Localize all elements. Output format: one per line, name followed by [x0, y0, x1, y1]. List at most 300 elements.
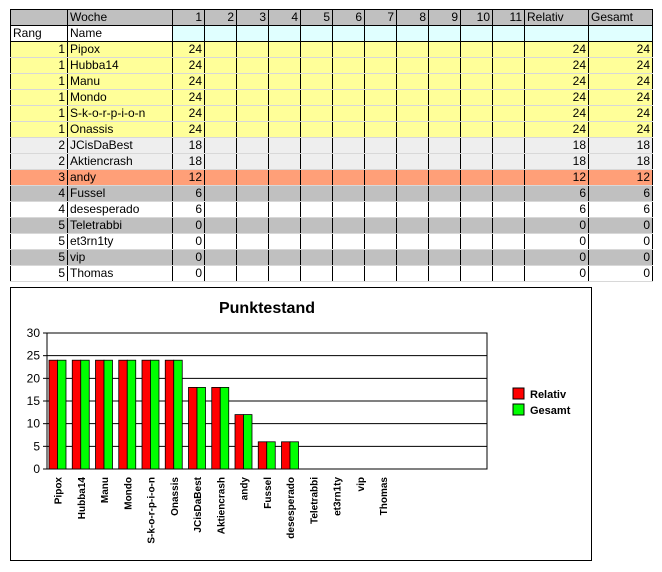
- week-7-cell: [365, 234, 397, 250]
- week-3-cell: [237, 74, 269, 90]
- week-6-cell: [333, 122, 365, 138]
- week-8-cell: [397, 234, 429, 250]
- week-11-cell: [493, 42, 525, 58]
- rang-cell: 2: [11, 154, 68, 170]
- week-9-cell: [429, 58, 461, 74]
- relativ-cell: 0: [525, 266, 589, 282]
- week-5-cell: [301, 234, 333, 250]
- y-tick-label: 25: [26, 348, 40, 363]
- x-tick-label: Hubba14: [76, 477, 88, 520]
- bar-relativ-1: [72, 360, 81, 469]
- week-3-cell: [237, 266, 269, 282]
- week-5-cell: [301, 250, 333, 266]
- week-8-cell: [397, 202, 429, 218]
- week-7-cell: [365, 202, 397, 218]
- relativ-cell: 0: [525, 218, 589, 234]
- subheader-cell: [461, 26, 493, 42]
- x-tick-label: Pipox: [53, 477, 65, 505]
- week-1-cell: 18: [173, 154, 205, 170]
- table-row: [11, 266, 653, 282]
- week-3-cell: [237, 42, 269, 58]
- week-1-cell: 6: [173, 202, 205, 218]
- x-tick-label: Fussel: [262, 477, 274, 509]
- week-1-cell: 18: [173, 138, 205, 154]
- week-10-cell: [461, 106, 493, 122]
- week-1-cell: 6: [173, 186, 205, 202]
- bar-gesamt-5: [174, 360, 183, 469]
- table-row: [11, 202, 653, 218]
- week-11-cell: [493, 90, 525, 106]
- header-week-10: 10: [461, 10, 493, 26]
- header-row: [11, 10, 653, 26]
- x-tick-label: desesperado: [286, 477, 297, 539]
- week-4-cell: [269, 58, 301, 74]
- week-6-cell: [333, 250, 365, 266]
- week-1-cell: 12: [173, 170, 205, 186]
- week-11-cell: [493, 138, 525, 154]
- x-tick-label: Teletrabbi: [309, 477, 321, 525]
- week-3-cell: [237, 58, 269, 74]
- week-2-cell: [205, 218, 237, 234]
- week-9-cell: [429, 170, 461, 186]
- x-tick-label: Onassis: [169, 477, 181, 516]
- bar-gesamt-2: [104, 360, 113, 469]
- week-11-cell: [493, 266, 525, 282]
- table-row: [11, 234, 653, 250]
- rang-cell: 1: [11, 42, 68, 58]
- gesamt-cell: 6: [589, 186, 653, 202]
- week-1-cell: 24: [173, 122, 205, 138]
- x-tick-label: Mondo: [123, 477, 135, 510]
- week-5-cell: [301, 170, 333, 186]
- week-5-cell: [301, 154, 333, 170]
- relativ-cell: 6: [525, 186, 589, 202]
- week-3-cell: [237, 122, 269, 138]
- week-4-cell: [269, 186, 301, 202]
- week-8-cell: [397, 138, 429, 154]
- week-4-cell: [269, 122, 301, 138]
- table-row: [11, 138, 653, 154]
- subheader-cell: [589, 26, 653, 42]
- name-cell: Pipox: [68, 42, 173, 58]
- week-6-cell: [333, 74, 365, 90]
- week-2-cell: [205, 234, 237, 250]
- week-1-cell: 24: [173, 106, 205, 122]
- y-tick-label: 0: [33, 462, 40, 476]
- legend-swatch-relativ: [513, 388, 524, 399]
- week-8-cell: [397, 170, 429, 186]
- week-7-cell: [365, 250, 397, 266]
- week-5-cell: [301, 58, 333, 74]
- gesamt-cell: 0: [589, 250, 653, 266]
- bar-relativ-0: [49, 360, 58, 469]
- gesamt-cell: 0: [589, 234, 653, 250]
- week-9-cell: [429, 74, 461, 90]
- bar-gesamt-7: [220, 387, 229, 469]
- week-2-cell: [205, 202, 237, 218]
- week-9-cell: [429, 202, 461, 218]
- week-8-cell: [397, 74, 429, 90]
- chart-title: Punktestand: [218, 300, 316, 317]
- week-9-cell: [429, 90, 461, 106]
- gesamt-cell: 24: [589, 74, 653, 90]
- rang-cell: 5: [11, 218, 68, 234]
- y-tick-label: 15: [26, 394, 40, 408]
- week-5-cell: [301, 202, 333, 218]
- week-4-cell: [269, 42, 301, 58]
- week-5-cell: [301, 266, 333, 282]
- week-10-cell: [461, 202, 493, 218]
- table-row: [11, 154, 653, 170]
- week-10-cell: [461, 42, 493, 58]
- week-6-cell: [333, 186, 365, 202]
- rang-cell: 4: [11, 186, 68, 202]
- week-6-cell: [333, 266, 365, 282]
- week-5-cell: [301, 218, 333, 234]
- week-4-cell: [269, 234, 301, 250]
- rang-cell: 5: [11, 234, 68, 250]
- name-cell: Manu: [68, 74, 173, 90]
- header-week-1: 1: [173, 10, 205, 26]
- week-1-cell: 0: [173, 250, 205, 266]
- subheader-cell: [205, 26, 237, 42]
- y-tick-label: 5: [33, 439, 40, 454]
- week-3-cell: [237, 186, 269, 202]
- rang-cell: 1: [11, 90, 68, 106]
- week-4-cell: [269, 202, 301, 218]
- week-1-cell: 24: [173, 90, 205, 106]
- week-6-cell: [333, 218, 365, 234]
- week-5-cell: [301, 186, 333, 202]
- table-row: [11, 122, 653, 138]
- header-week-11: 11: [493, 10, 525, 26]
- week-2-cell: [205, 154, 237, 170]
- subheader-cell: [173, 26, 205, 42]
- header-week-3: 3: [237, 10, 269, 26]
- y-tick-label: 30: [26, 326, 40, 340]
- week-6-cell: [333, 154, 365, 170]
- bar-gesamt-0: [58, 360, 67, 469]
- table-row: [11, 58, 653, 74]
- name-cell: et3rn1ty: [68, 234, 173, 250]
- week-7-cell: [365, 154, 397, 170]
- bar-relativ-9: [258, 442, 267, 469]
- header-week-label: Woche: [68, 10, 173, 26]
- subheader-cell: [269, 26, 301, 42]
- table-row: [11, 42, 653, 58]
- relativ-cell: 24: [525, 90, 589, 106]
- week-8-cell: [397, 58, 429, 74]
- bar-relativ-2: [96, 360, 105, 469]
- y-axis-ticks: [27, 326, 47, 476]
- week-9-cell: [429, 122, 461, 138]
- week-9-cell: [429, 234, 461, 250]
- week-4-cell: [269, 90, 301, 106]
- header-corner-cell: [11, 10, 68, 26]
- week-9-cell: [429, 106, 461, 122]
- gesamt-cell: 0: [589, 266, 653, 282]
- name-cell: Thomas: [68, 266, 173, 282]
- bar-gesamt-8: [244, 415, 253, 469]
- bar-gesamt-4: [151, 360, 160, 469]
- week-4-cell: [269, 266, 301, 282]
- legend: [508, 383, 591, 423]
- x-tick-label: andy: [239, 477, 251, 501]
- week-2-cell: [205, 186, 237, 202]
- relativ-cell: 18: [525, 154, 589, 170]
- week-9-cell: [429, 154, 461, 170]
- rang-cell: 1: [11, 74, 68, 90]
- week-10-cell: [461, 186, 493, 202]
- week-7-cell: [365, 170, 397, 186]
- bar-relativ-10: [282, 442, 291, 469]
- week-10-cell: [461, 74, 493, 90]
- x-tick-label: vip: [355, 477, 367, 492]
- week-9-cell: [429, 42, 461, 58]
- subheader-cell: [429, 26, 461, 42]
- gesamt-cell: 24: [589, 42, 653, 58]
- week-2-cell: [205, 138, 237, 154]
- week-8-cell: [397, 122, 429, 138]
- gesamt-cell: 24: [589, 90, 653, 106]
- week-9-cell: [429, 138, 461, 154]
- bar-relativ-5: [165, 360, 174, 469]
- rang-cell: 5: [11, 266, 68, 282]
- week-8-cell: [397, 106, 429, 122]
- x-tick-label: S-k-o-r-p-i-o-n: [146, 477, 158, 544]
- week-4-cell: [269, 138, 301, 154]
- week-11-cell: [493, 250, 525, 266]
- score-table: [10, 9, 653, 282]
- week-6-cell: [333, 58, 365, 74]
- week-3-cell: [237, 250, 269, 266]
- gesamt-cell: 12: [589, 170, 653, 186]
- bar-chart: [11, 288, 591, 560]
- rang-cell: 2: [11, 138, 68, 154]
- relativ-cell: 12: [525, 170, 589, 186]
- y-tick-label: 20: [26, 371, 40, 386]
- gesamt-cell: 24: [589, 122, 653, 138]
- week-4-cell: [269, 74, 301, 90]
- week-4-cell: [269, 106, 301, 122]
- week-1-cell: 0: [173, 218, 205, 234]
- relativ-cell: 24: [525, 74, 589, 90]
- header-week-6: 6: [333, 10, 365, 26]
- subheader-cell: [397, 26, 429, 42]
- rang-cell: 1: [11, 58, 68, 74]
- table-row: [11, 74, 653, 90]
- week-4-cell: [269, 218, 301, 234]
- header-gesamt: Gesamt: [589, 10, 653, 26]
- week-11-cell: [493, 154, 525, 170]
- table-row: [11, 186, 653, 202]
- week-2-cell: [205, 106, 237, 122]
- week-4-cell: [269, 170, 301, 186]
- week-10-cell: [461, 266, 493, 282]
- subheader-rang: Rang: [11, 26, 68, 42]
- bar-gesamt-10: [290, 442, 299, 469]
- bar-gesamt-9: [267, 442, 276, 469]
- week-7-cell: [365, 106, 397, 122]
- week-6-cell: [333, 42, 365, 58]
- header-week-7: 7: [365, 10, 397, 26]
- x-axis-ticks: [54, 476, 391, 543]
- subheader-cell: [301, 26, 333, 42]
- week-7-cell: [365, 42, 397, 58]
- week-7-cell: [365, 186, 397, 202]
- relativ-cell: 24: [525, 58, 589, 74]
- week-3-cell: [237, 106, 269, 122]
- week-11-cell: [493, 234, 525, 250]
- x-tick-label: Manu: [100, 477, 111, 504]
- week-3-cell: [237, 202, 269, 218]
- x-tick-label: JCisDaBest: [193, 477, 204, 533]
- name-cell: Aktiencrash: [68, 154, 173, 170]
- week-9-cell: [429, 250, 461, 266]
- legend-swatch-gesamt: [513, 404, 524, 415]
- week-2-cell: [205, 90, 237, 106]
- week-2-cell: [205, 58, 237, 74]
- x-tick-label: Thomas: [379, 477, 390, 516]
- week-5-cell: [301, 90, 333, 106]
- week-1-cell: 24: [173, 58, 205, 74]
- week-7-cell: [365, 218, 397, 234]
- week-11-cell: [493, 170, 525, 186]
- gesamt-cell: 24: [589, 106, 653, 122]
- relativ-cell: 24: [525, 122, 589, 138]
- header-week-9: 9: [429, 10, 461, 26]
- relativ-cell: 24: [525, 42, 589, 58]
- legend-label-gesamt: Gesamt: [530, 405, 571, 417]
- rang-cell: 1: [11, 106, 68, 122]
- name-cell: Hubba14: [68, 58, 173, 74]
- subheader-cell: [525, 26, 589, 42]
- rang-cell: 3: [11, 170, 68, 186]
- week-5-cell: [301, 122, 333, 138]
- name-cell: Teletrabbi: [68, 218, 173, 234]
- week-1-cell: 24: [173, 42, 205, 58]
- rang-cell: 5: [11, 250, 68, 266]
- gesamt-cell: 24: [589, 58, 653, 74]
- week-6-cell: [333, 138, 365, 154]
- week-1-cell: 24: [173, 74, 205, 90]
- week-10-cell: [461, 218, 493, 234]
- relativ-cell: 24: [525, 106, 589, 122]
- week-7-cell: [365, 266, 397, 282]
- name-cell: andy: [68, 170, 173, 186]
- week-11-cell: [493, 122, 525, 138]
- week-11-cell: [493, 58, 525, 74]
- y-tick-label: 10: [26, 416, 40, 431]
- week-11-cell: [493, 106, 525, 122]
- header-week-5: 5: [301, 10, 333, 26]
- gesamt-cell: 0: [589, 218, 653, 234]
- week-5-cell: [301, 138, 333, 154]
- x-tick-label: Aktiencrash: [216, 477, 228, 535]
- bar-relativ-8: [235, 415, 244, 469]
- week-3-cell: [237, 138, 269, 154]
- week-9-cell: [429, 186, 461, 202]
- name-cell: vip: [68, 250, 173, 266]
- week-4-cell: [269, 154, 301, 170]
- week-5-cell: [301, 106, 333, 122]
- header-relativ: Relativ: [525, 10, 589, 26]
- bar-gesamt-3: [127, 360, 136, 469]
- header-week-2: 2: [205, 10, 237, 26]
- week-2-cell: [205, 122, 237, 138]
- week-11-cell: [493, 202, 525, 218]
- week-7-cell: [365, 74, 397, 90]
- week-8-cell: [397, 90, 429, 106]
- legend-label-relativ: Relativ: [530, 389, 567, 401]
- subheader-cell: [493, 26, 525, 42]
- table-row: [11, 170, 653, 186]
- bar-relativ-3: [119, 360, 128, 469]
- name-cell: Onassis: [68, 122, 173, 138]
- week-6-cell: [333, 202, 365, 218]
- week-10-cell: [461, 138, 493, 154]
- subheader-cell: [333, 26, 365, 42]
- bar-gesamt-1: [81, 360, 90, 469]
- bar-gesamt-6: [197, 387, 206, 469]
- week-3-cell: [237, 90, 269, 106]
- subheader-name: Name: [68, 26, 173, 42]
- week-4-cell: [269, 250, 301, 266]
- bar-relativ-6: [189, 387, 198, 469]
- week-10-cell: [461, 234, 493, 250]
- week-6-cell: [333, 234, 365, 250]
- week-11-cell: [493, 186, 525, 202]
- subheader-cell: [237, 26, 269, 42]
- week-8-cell: [397, 42, 429, 58]
- week-1-cell: 0: [173, 234, 205, 250]
- relativ-cell: 0: [525, 234, 589, 250]
- rang-cell: 1: [11, 122, 68, 138]
- week-3-cell: [237, 154, 269, 170]
- week-6-cell: [333, 170, 365, 186]
- x-tick-label: et3rn1ty: [332, 477, 344, 516]
- week-10-cell: [461, 58, 493, 74]
- week-7-cell: [365, 90, 397, 106]
- relativ-cell: 0: [525, 250, 589, 266]
- week-8-cell: [397, 218, 429, 234]
- week-10-cell: [461, 154, 493, 170]
- name-cell: Fussel: [68, 186, 173, 202]
- week-10-cell: [461, 122, 493, 138]
- week-3-cell: [237, 218, 269, 234]
- header-week-8: 8: [397, 10, 429, 26]
- week-9-cell: [429, 266, 461, 282]
- week-8-cell: [397, 266, 429, 282]
- relativ-cell: 6: [525, 202, 589, 218]
- name-cell: JCisDaBest: [68, 138, 173, 154]
- week-9-cell: [429, 218, 461, 234]
- subheader-cell: [365, 26, 397, 42]
- week-11-cell: [493, 218, 525, 234]
- week-8-cell: [397, 186, 429, 202]
- table-row: [11, 218, 653, 234]
- gesamt-cell: 6: [589, 202, 653, 218]
- week-10-cell: [461, 250, 493, 266]
- table-body: [11, 42, 653, 282]
- week-1-cell: 0: [173, 266, 205, 282]
- week-2-cell: [205, 266, 237, 282]
- week-6-cell: [333, 90, 365, 106]
- name-cell: Mondo: [68, 90, 173, 106]
- header-week-4: 4: [269, 10, 301, 26]
- relativ-cell: 18: [525, 138, 589, 154]
- week-6-cell: [333, 106, 365, 122]
